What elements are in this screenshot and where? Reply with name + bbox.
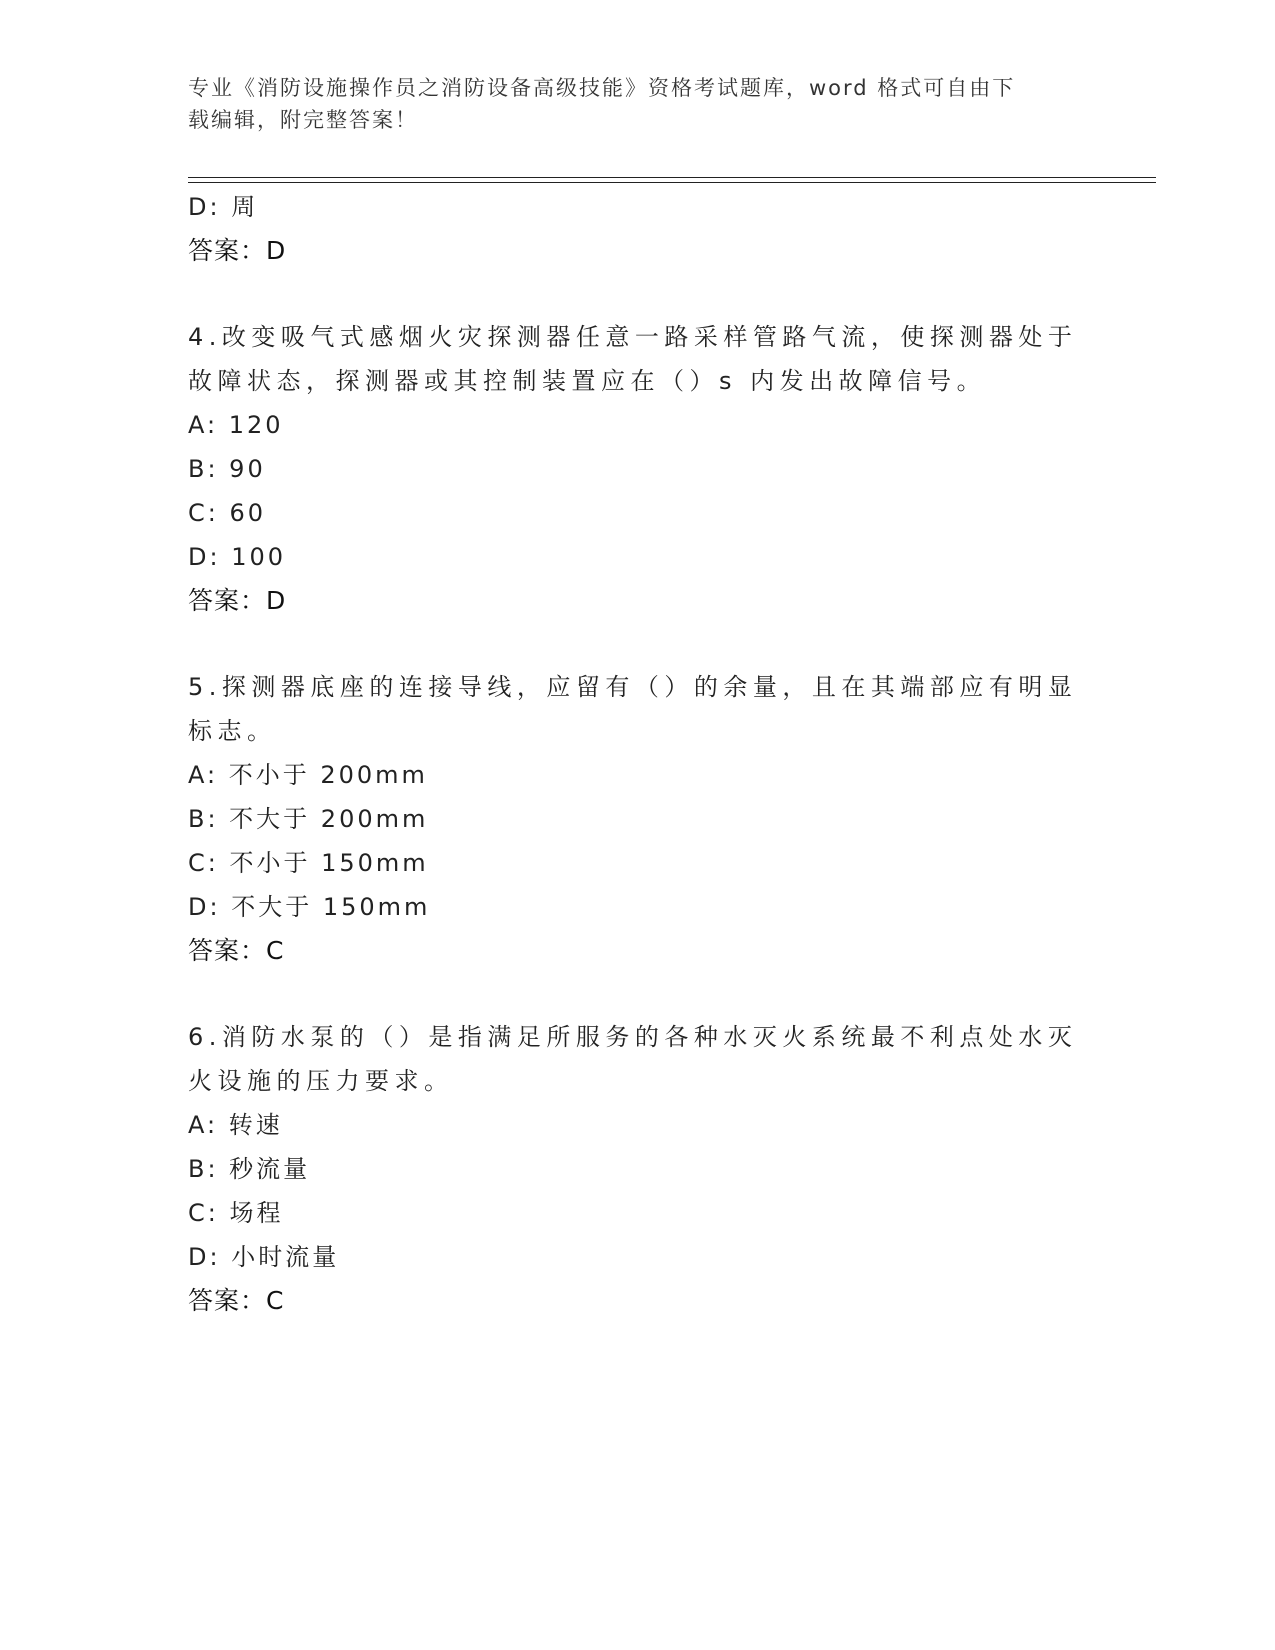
q4-option-a: A: 120 [188,411,284,439]
q5-stem-line-2: 标志。 [188,717,277,745]
q5-option-a: A: 不小于 200mm [188,761,428,789]
q5-answer: 答案：C [188,936,285,965]
q6-option-d: D: 小时流量 [188,1243,340,1271]
document-header [188,72,1068,136]
header-divider-top [188,177,1156,178]
q6-stem-line-1: 6.消防水泵的（）是指满足所服务的各种水灭火系统最不利点处水灭 [188,1023,1078,1051]
q4-option-d: D: 100 [188,543,287,571]
prev-option-d: D: 周 [188,193,259,221]
q4-answer: 答案：D [188,586,287,615]
q5-option-d: D: 不大于 150mm [188,893,431,921]
q6-option-a: A: 转速 [188,1111,283,1139]
header-divider-bottom [188,182,1156,183]
header-line-2: 载编辑，附完整答案！ [188,108,418,132]
q5-option-c: C: 不小于 150mm [188,849,429,877]
header-line-1: 专业《消防设施操作员之消防设备高级技能》资格考试题库，word 格式可自由下 [188,76,1016,100]
q5-option-b: B: 不大于 200mm [188,805,429,833]
q5-stem-line-1: 5.探测器底座的连接导线，应留有（）的余量，且在其端部应有明显 [188,673,1078,701]
q4-stem-line-1: 4.改变吸气式感烟火灾探测器任意一路采样管路气流，使探测器处于 [188,323,1078,351]
q4-option-c: C: 60 [188,499,267,527]
q4-stem-line-2: 故障状态，探测器或其控制装置应在（）s 内发出故障信号。 [188,367,987,395]
prev-answer: 答案：D [188,236,287,265]
q4-option-b: B: 90 [188,455,266,483]
q6-option-b: B: 秒流量 [188,1155,311,1183]
q6-answer: 答案：C [188,1286,285,1315]
q6-option-c: C: 场程 [188,1199,284,1227]
q6-stem-line-2: 火设施的压力要求。 [188,1067,454,1095]
